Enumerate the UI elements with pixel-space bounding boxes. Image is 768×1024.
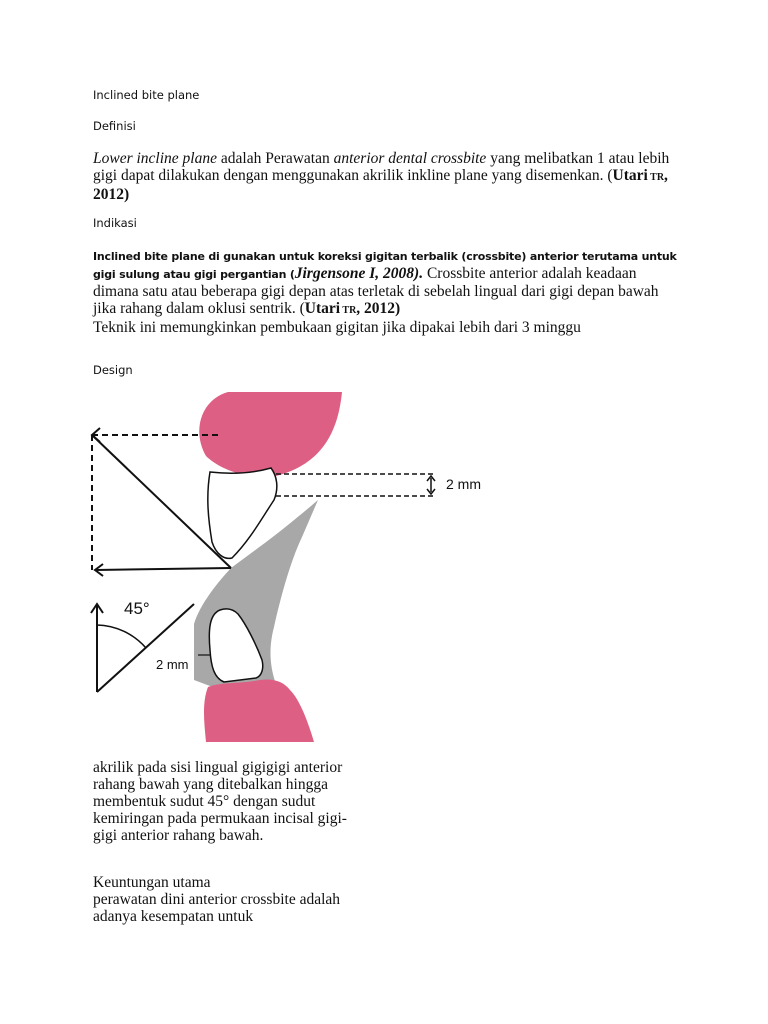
angle-label: 45° — [124, 599, 150, 618]
bottom-dim-label: 2 mm — [156, 657, 189, 672]
definisi-paragraph — [93, 150, 683, 203]
angle-arc — [97, 625, 146, 648]
indikasi-line-2: Teknik ini memungkinkan pembukaan gigitan jika dipakai lebih dari 3 minggu — [93, 319, 581, 336]
indikasi-citation-2-year: , 2012) — [356, 300, 401, 317]
indikasi-text: Crossbite anterior adalah keadaan dimana satu atau beberapa gigi depan atas terletak di sebelah lingual dari gigi depan bawah jika rahang dalam oklusi sentrik. ( — [93, 265, 659, 317]
definisi-term-2: anterior dental crossbite — [333, 150, 487, 167]
citation-tr: TR — [647, 172, 665, 183]
triangle-bottom — [96, 568, 231, 570]
definisi-heading: Definisi — [93, 119, 136, 133]
citation-year: , 2012) — [93, 167, 668, 203]
indikasi-paragraph — [93, 247, 683, 336]
doc-title: Inclined bite plane — [93, 88, 200, 102]
indikasi-citation-1: Jirgensone I, 2008). — [294, 265, 424, 282]
definisi-term: Lower incline plane — [93, 150, 217, 167]
keuntungan-line-1: Keuntungan utama — [93, 874, 211, 891]
keuntungan-line-2: perawatan dini anterior crossbite adalah adanya kesempatan untuk — [93, 891, 341, 925]
design-caption: akrilik pada sisi lingual gigigigi anterior rahang bawah yang ditebalkan hingga membentuk sudut 45° dengan sudut kemiringan pada permukaan incisal gigi-gigi anterior rahang bawah. — [93, 759, 347, 844]
design-heading: Design — [93, 363, 133, 377]
definisi-text-1: adalah Perawatan — [217, 150, 334, 167]
indikasi-citation-2-tr: TR — [340, 305, 357, 316]
citation-name: Utari — [612, 167, 648, 184]
indikasi-citation-2-name: Utari — [304, 300, 341, 317]
top-dim-label: 2 mm — [446, 476, 481, 492]
lower-gum — [204, 679, 314, 742]
upper-gum — [199, 392, 342, 477]
definisi-text-2: yang melibatkan 1 atau lebih gigi dapat dilakukan dengan menggunakan akrilik inkline plane yang disemenkan. ( — [93, 150, 670, 184]
incline-plane-diagram — [90, 392, 510, 747]
indikasi-sans-text: Inclined bite plane di gunakan untuk koreksi gigitan terbalik (crossbite) anterior terutama untuk gigi sulung atau gigi pergantian ( — [93, 250, 677, 281]
indikasi-heading: Indikasi — [93, 216, 137, 230]
